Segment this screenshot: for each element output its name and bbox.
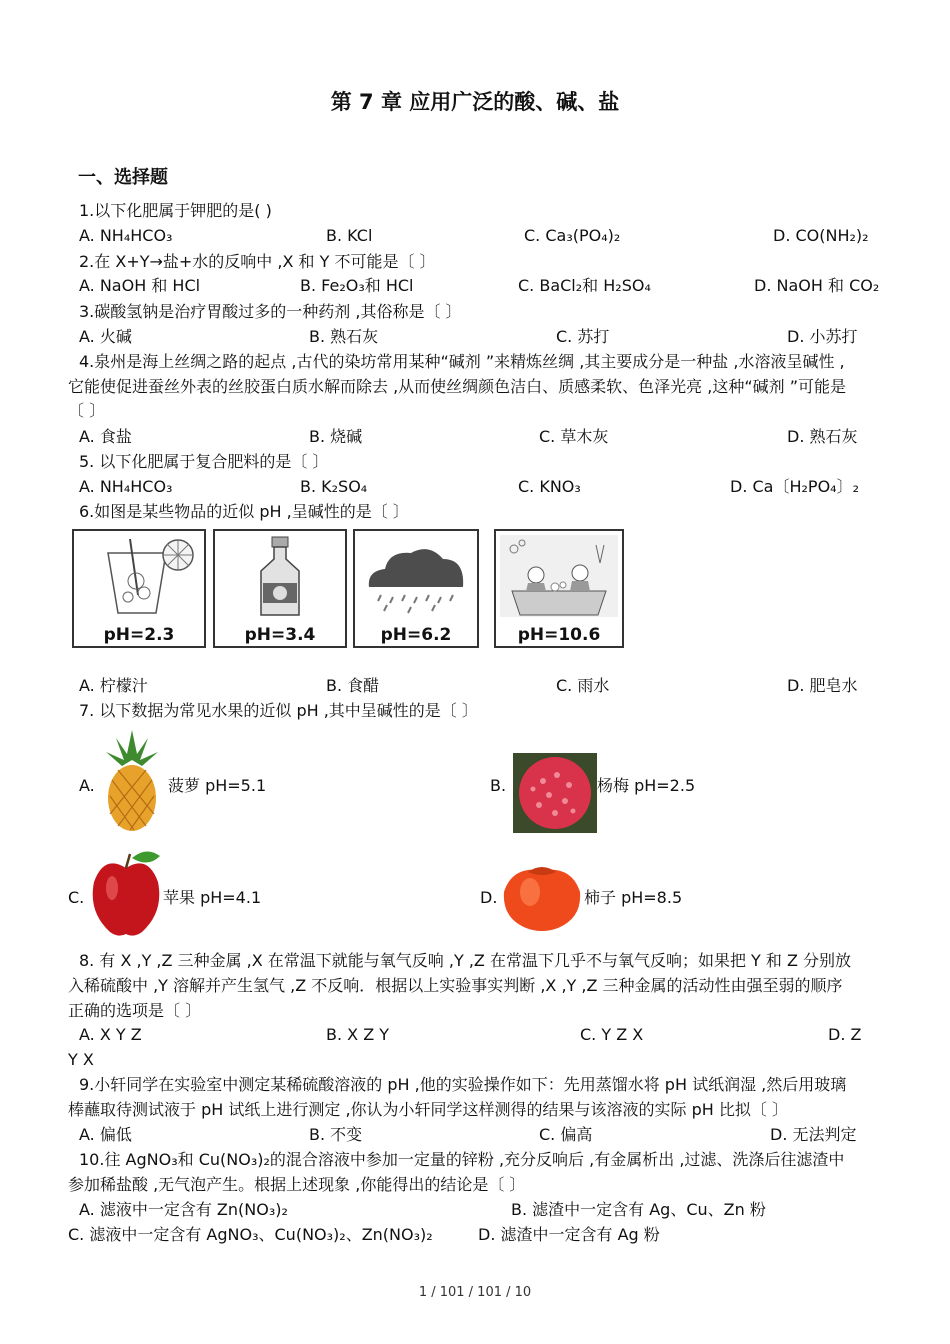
q8-option-d: D. Z xyxy=(828,1025,862,1044)
lemon-juice-figure xyxy=(72,529,206,648)
q1-option-c: C. Ca₃(PO₄)₂ xyxy=(524,226,621,245)
q7-option-d: 柿子 pH=8.5 xyxy=(584,888,683,907)
question-8-line2: 入稀硫酸中 ,Y 溶解并产生氢气 ,Z 不反响．根据以上实验事实判断 ,X ,Y ,Z 三种金属的活动性由强至弱的顺序 xyxy=(68,976,843,995)
q8-option-d-cont: Y X xyxy=(68,1050,94,1069)
apple-icon xyxy=(90,848,162,940)
q9-option-d: D. 无法判定 xyxy=(770,1125,857,1144)
q7-option-a-letter: A. xyxy=(79,776,95,795)
q8-option-a: A. X Y Z xyxy=(79,1025,142,1044)
q3-option-b: B. 熟石灰 xyxy=(309,327,379,346)
q3-option-d: D. 小苏打 xyxy=(787,327,858,346)
q10-option-c: C. 滤液中一定含有 AgNO₃、Cu(NO₃)₂、Zn(NO₃)₂ xyxy=(68,1225,433,1244)
vinegar-figure xyxy=(213,529,347,648)
page-footer: 1 / 101 / 101 / 10 xyxy=(418,1285,532,1300)
q7-option-b-letter: B. xyxy=(490,776,507,795)
ph-label: pH=2.3 xyxy=(103,625,175,645)
rain-cloud-icon xyxy=(359,535,473,617)
question-5: 5. 以下化肥属于复合肥料的是〔 〕 xyxy=(79,452,329,471)
q6-option-a: A. 柠檬汁 xyxy=(79,676,148,695)
q7-option-c: 苹果 pH=4.1 xyxy=(163,888,262,907)
soap-bath-icon xyxy=(500,535,618,617)
vinegar-bottle-icon xyxy=(219,535,341,617)
question-10-line2: 参加稀盐酸 ,无气泡产生。根据上述现象 ,你能得出的结论是〔 〕 xyxy=(68,1175,526,1194)
q6-option-c: C. 雨水 xyxy=(556,676,610,695)
lemon-juice-icon xyxy=(78,535,200,617)
q2-option-d: D. NaOH 和 CO₂ xyxy=(754,276,880,295)
q9-option-b: B. 不变 xyxy=(309,1125,363,1144)
question-9-line1: 9.小轩同学在实验室中测定某稀硫酸溶液的 pH ,他的实验操作如下：先用蒸馏水将 pH 试纸润湿 ,然后用玻璃 xyxy=(79,1075,847,1094)
q3-option-c: C. 苏打 xyxy=(556,327,610,346)
question-6: 6.如图是某些物品的近似 pH ,呈碱性的是〔 〕 xyxy=(79,502,409,521)
q4-option-b: B. 烧碱 xyxy=(309,427,363,446)
q6-option-b: B. 食醋 xyxy=(326,676,380,695)
q2-option-c: C. BaCl₂和 H₂SO₄ xyxy=(518,276,651,295)
q6-option-d: D. 肥皂水 xyxy=(787,676,858,695)
q5-option-a: A. NH₄HCO₃ xyxy=(79,477,173,496)
q5-option-d: D. Ca〔H₂PO₄〕₂ xyxy=(730,477,859,496)
q4-option-c: C. 草木灰 xyxy=(539,427,609,446)
question-3: 3.碳酸氢钠是治疗胃酸过多的一种药剂 ,其俗称是〔 〕 xyxy=(79,302,462,321)
q10-option-b: B. 滤渣中一定含有 Ag、Cu、Zn 粉 xyxy=(511,1200,766,1219)
question-8-line3: 正确的选项是〔 〕 xyxy=(68,1001,202,1020)
question-4-line2: 它能使促进蚕丝外表的丝胶蛋白质水解而除去 ,从而使丝绸颜色洁白、质感柔软、色泽光亮 ,这种“碱剂 ”可能是 xyxy=(68,377,847,396)
ph-label: pH=10.6 xyxy=(517,625,601,645)
question-8-line1: 8. 有 X ,Y ,Z 三种金属 ,X 在常温下就能与氧气反响 ,Y ,Z 在常温下几乎不与氧气反响；如果把 Y 和 Z 分别放 xyxy=(79,951,852,970)
q5-option-c: C. KNO₃ xyxy=(518,477,581,496)
q7-option-c-letter: C. xyxy=(68,888,85,907)
q10-option-d: D. 滤渣中一定含有 Ag 粉 xyxy=(478,1225,660,1244)
q3-option-a: A. 火碱 xyxy=(79,327,132,346)
q1-option-a: A. NH₄HCO₃ xyxy=(79,226,173,245)
q1-option-d: D. CO(NH₂)₂ xyxy=(773,226,869,245)
q10-option-a: A. 滤液中一定含有 Zn(NO₃)₂ xyxy=(79,1200,288,1219)
rain-figure xyxy=(353,529,479,648)
pineapple-icon xyxy=(100,730,164,832)
q7-option-a: 菠萝 pH=5.1 xyxy=(168,776,267,795)
q2-option-a: A. NaOH 和 HCl xyxy=(79,276,201,295)
question-1: 1.以下化肥属于钾肥的是( ) xyxy=(79,201,272,220)
q4-option-a: A. 食盐 xyxy=(79,427,132,446)
page-title: 第 7 章 应用广泛的酸、碱、盐 xyxy=(330,90,620,114)
section-heading: 一、选择题 xyxy=(78,167,168,188)
question-7: 7. 以下数据为常见水果的近似 pH ,其中呈碱性的是〔 〕 xyxy=(79,701,478,720)
question-4-line3: 〔 〕 xyxy=(68,401,106,420)
q7-option-d-letter: D. xyxy=(480,888,498,907)
bayberry-icon xyxy=(513,753,597,833)
ph-label: pH=3.4 xyxy=(244,625,316,645)
soap-water-figure xyxy=(494,529,624,648)
q9-option-a: A. 偏低 xyxy=(79,1125,132,1144)
question-2: 2.在 X+Y→盐+水的反响中 ,X 和 Y 不可能是〔 〕 xyxy=(79,252,436,271)
ph-label: pH=6.2 xyxy=(380,625,452,645)
q8-option-b: B. X Z Y xyxy=(326,1025,390,1044)
q2-option-b: B. Fe₂O₃和 HCl xyxy=(300,276,414,295)
q1-option-b: B. KCl xyxy=(326,226,373,245)
question-9-line2: 棒蘸取待测试液于 pH 试纸上进行测定 ,你认为小轩同学这样测得的结果与该溶液的实际 pH 比拟〔 〕 xyxy=(68,1100,788,1119)
persimmon-icon xyxy=(500,862,584,934)
q8-option-c: C. Y Z X xyxy=(580,1025,644,1044)
q9-option-c: C. 偏高 xyxy=(539,1125,593,1144)
question-10-line1: 10.往 AgNO₃和 Cu(NO₃)₂的混合溶液中参加一定量的锌粉 ,充分反响后 ,有金属析出 ,过滤、洗涤后往滤渣中 xyxy=(79,1150,845,1169)
q7-option-b: 杨梅 pH=2.5 xyxy=(597,776,696,795)
q5-option-b: B. K₂SO₄ xyxy=(300,477,368,496)
question-4-line1: 4.泉州是海上丝绸之路的起点 ,古代的染坊常用某种“碱剂 ”来精炼丝绸 ,其主要成分是一种盐 ,水溶液呈碱性 , xyxy=(79,352,845,371)
q4-option-d: D. 熟石灰 xyxy=(787,427,858,446)
